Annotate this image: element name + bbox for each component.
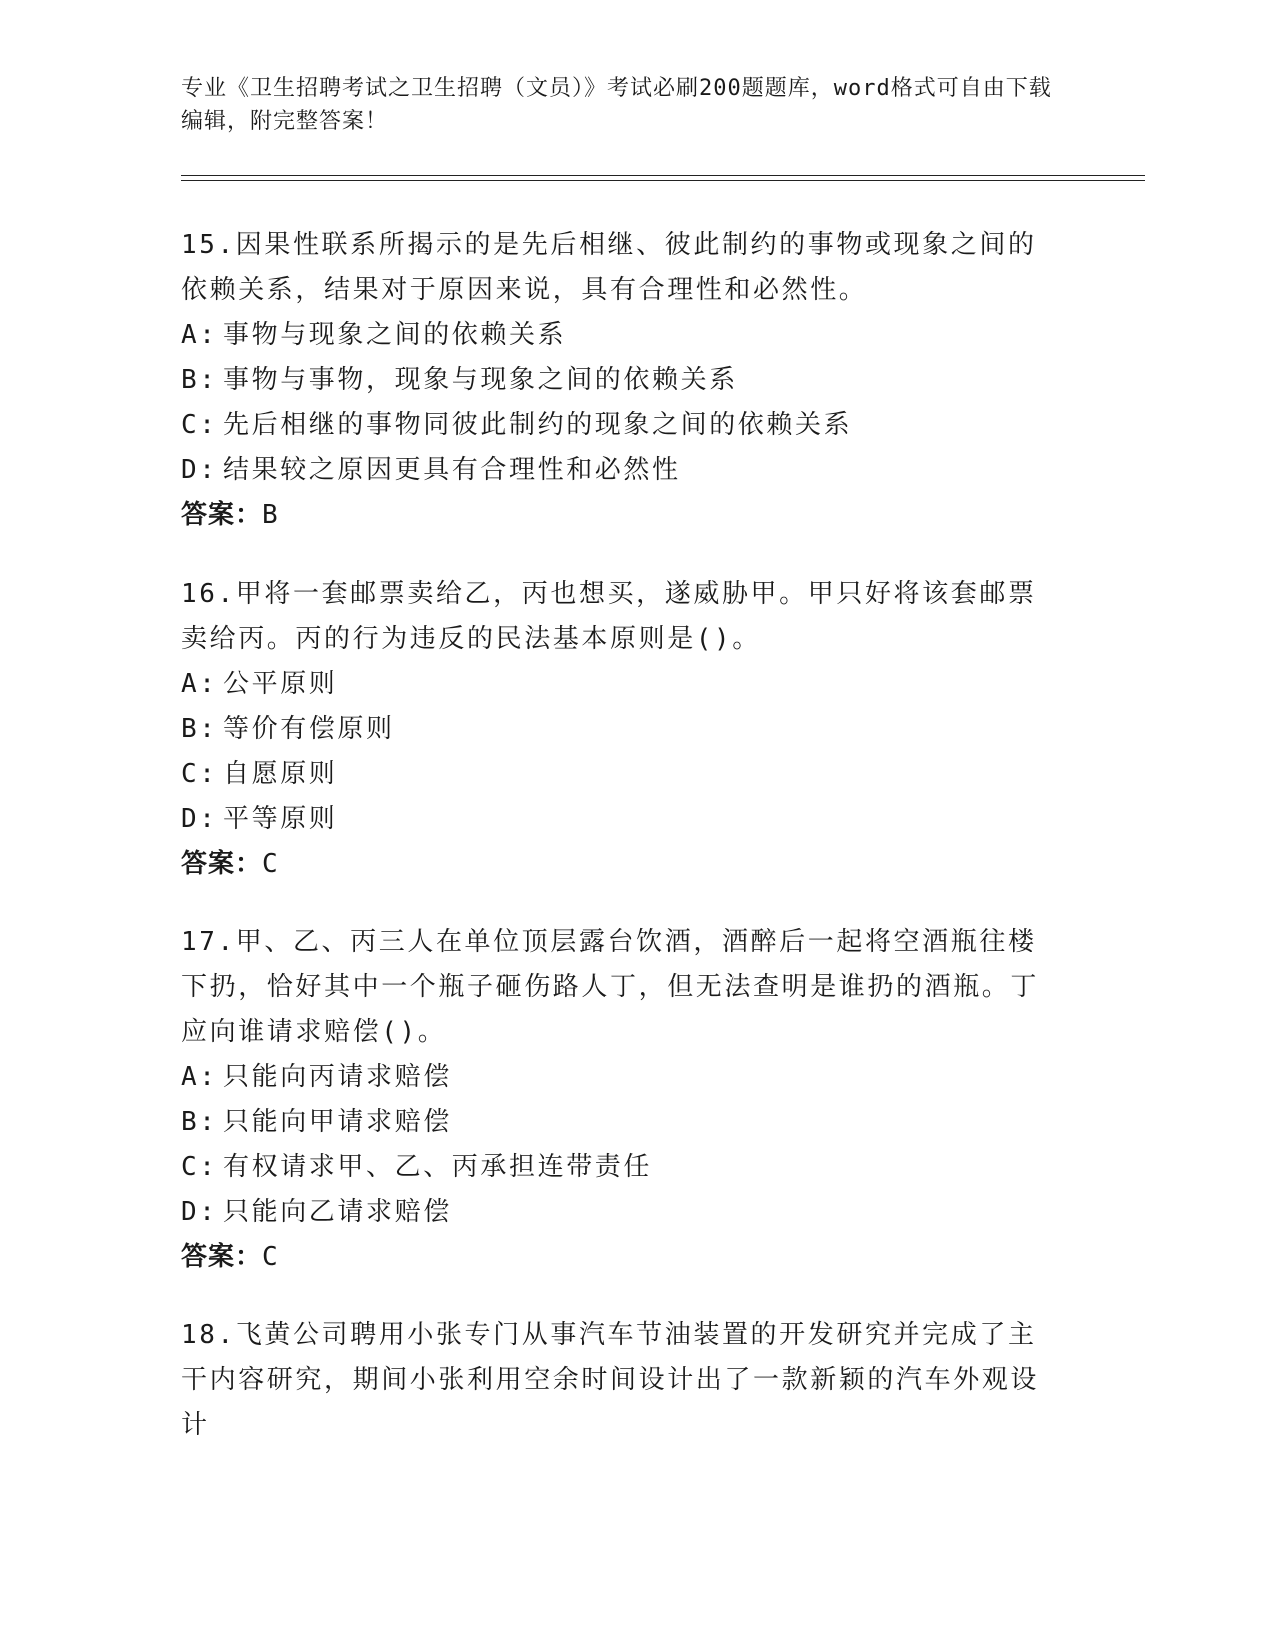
option-text: 只能向甲请求赔偿: [223, 1107, 452, 1137]
option-d: [181, 448, 1061, 493]
document-header: 专业《卫生招聘考试之卫生招聘（文员）》考试必刷200题题库，word格式可自由下载编辑，附完整答案！: [181, 76, 1052, 134]
option-letter: A:: [181, 320, 218, 350]
option-letter: C:: [181, 1152, 218, 1182]
option-text: 只能向乙请求赔偿: [223, 1197, 452, 1227]
option-b: [181, 358, 1061, 403]
answer-line: [181, 1235, 1061, 1280]
option-a: [181, 1055, 1061, 1100]
answer-line: [181, 493, 1061, 538]
option-letter: C:: [181, 759, 218, 789]
option-text: 公平原则: [223, 669, 338, 699]
option-text: 事物与事物，现象与现象之间的依赖关系: [223, 365, 738, 395]
question-17: [181, 920, 1061, 1280]
option-text: 有权请求甲、乙、丙承担连带责任: [223, 1152, 653, 1182]
answer-label: 答案：: [181, 500, 263, 530]
option-letter: B:: [181, 1107, 218, 1137]
option-c: [181, 403, 1061, 448]
option-letter: B:: [181, 714, 218, 744]
option-c: [181, 752, 1061, 797]
answer-label: 答案：: [181, 849, 263, 879]
option-letter: C:: [181, 410, 218, 440]
option-text: 只能向丙请求赔偿: [223, 1062, 452, 1092]
answer-line: [181, 842, 1061, 887]
option-a: [181, 662, 1061, 707]
question-15: [181, 223, 1061, 538]
question-stem: 17.甲、乙、丙三人在单位顶层露台饮酒，酒醉后一起将空酒瓶往楼下扔，恰好其中一个瓶子砸伤路人丁，但无法查明是谁扔的酒瓶。丁应向谁请求赔偿()。: [181, 927, 1040, 1047]
question-stem: 15.因果性联系所揭示的是先后相继、彼此制约的事物或现象之间的依赖关系，结果对于原因来说，具有合理性和必然性。: [181, 230, 1037, 305]
question-stem: 16.甲将一套邮票卖给乙，丙也想买，遂威胁甲。甲只好将该套邮票卖给丙。丙的行为违反的民法基本原则是()。: [181, 579, 1037, 654]
option-letter: D:: [181, 455, 218, 485]
option-letter: D:: [181, 1197, 218, 1227]
option-text: 先后相继的事物同彼此制约的现象之间的依赖关系: [223, 410, 853, 440]
option-letter: B:: [181, 365, 218, 395]
option-a: [181, 313, 1061, 358]
option-letter: A:: [181, 1062, 218, 1092]
option-text: 平等原则: [223, 804, 338, 834]
answer-value: B: [262, 500, 279, 530]
option-b: [181, 707, 1061, 752]
option-text: 结果较之原因更具有合理性和必然性: [223, 455, 681, 485]
question-stem: 18.飞黄公司聘用小张专门从事汽车节油装置的开发研究并完成了主干内容研究，期间小张利用空余时间设计出了一款新颖的汽车外观设计: [181, 1320, 1040, 1440]
header-divider-bottom: [181, 180, 1145, 181]
option-d: [181, 797, 1061, 842]
option-text: 事物与现象之间的依赖关系: [223, 320, 567, 350]
option-letter: D:: [181, 804, 218, 834]
answer-value: C: [262, 849, 279, 879]
option-c: [181, 1145, 1061, 1190]
question-16: [181, 572, 1061, 887]
header-divider-top: [181, 175, 1145, 176]
answer-label: 答案：: [181, 1242, 263, 1272]
option-text: 等价有偿原则: [223, 714, 395, 744]
option-text: 自愿原则: [223, 759, 338, 789]
option-letter: A:: [181, 669, 218, 699]
option-d: [181, 1190, 1061, 1235]
answer-value: C: [262, 1242, 279, 1272]
option-b: [181, 1100, 1061, 1145]
question-18: [181, 1313, 1061, 1448]
